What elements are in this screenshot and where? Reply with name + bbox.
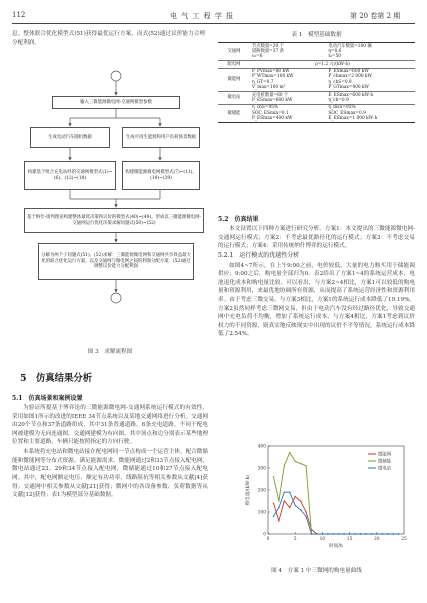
data-point	[273, 503, 274, 504]
data-point	[338, 533, 339, 534]
table1-cell: SOC_ESmin=0.1	[252, 110, 289, 116]
table1-cat: 微电站	[218, 91, 250, 104]
table1-cell: P_ESmax=400 kW	[252, 115, 293, 121]
header-rule	[12, 23, 415, 24]
y-axis-label: 购电量/(kW·h)	[246, 474, 251, 506]
section521-title: 5.2.1 运行模式的优越性分析	[218, 251, 300, 259]
data-point	[278, 500, 279, 501]
data-point	[284, 465, 285, 466]
section5-title: 5 仿真结果分析	[20, 373, 93, 384]
flowchart	[12, 66, 208, 336]
table1-caption: 表 1 模型基础数据	[291, 32, 342, 38]
section52-intro: 本文设置以下四种方案进行研究分析。方案1：本文提出的三微能源微电网-交通网运行模式；方案2：不考虑最优路径化的运行模式；方案3：不考虑交易的运行模式；方案4：采用传统纳什博弈的运行模式。	[218, 226, 415, 250]
data-point	[376, 533, 377, 534]
data-point	[392, 533, 393, 534]
data-point	[278, 507, 279, 508]
section51-title: 5.1 仿真场景和案例设置	[12, 395, 83, 402]
x-axis-label: 时间/h	[329, 544, 343, 549]
table1-row-distribution	[218, 61, 415, 68]
data-point	[360, 533, 361, 534]
x-tick-label: 5	[293, 537, 297, 542]
table1-cell: E_ESmax=600 kW·h	[328, 92, 374, 98]
data-point	[311, 533, 312, 534]
data-point	[333, 533, 334, 534]
table1-cell: V_max=100 m³	[252, 85, 286, 91]
data-point	[284, 492, 285, 493]
fig4-chart	[242, 440, 412, 558]
x-tick-label: 10	[319, 537, 326, 542]
flow-solve-box: 分解为两个子问题式(51)、(52)求解：三微能源微电网和交通网共享效益最大化的联合优化运行方案，以及交通网与微电网之间的利润分配方案：(52)通过调整议价能力分配利润	[38, 243, 194, 280]
table1-cell: P_chmax=2 000 kW	[328, 74, 372, 80]
end-node	[111, 293, 121, 303]
table1-cell: P_ESmax=600 kW	[328, 69, 369, 75]
left-intro: 息。整体联合优化模型式(51)获得最优运行方案，而式(52)通过议价能力合理分配利润。	[12, 31, 205, 46]
flow-nash-box: 基于纳什-谈判理论构建整体最优决策和议价的模型式(40)~(49)，形成以三微能源微电网-交通网运行优化决策求解问题式(50)~(52)	[24, 208, 204, 233]
table1-cell: η_ch=0.9	[328, 97, 349, 103]
series-line-2	[273, 492, 398, 534]
section52-title: 5.2 仿真结果	[218, 216, 259, 223]
table1-cat: 配电网	[218, 61, 250, 68]
data-point	[305, 516, 306, 517]
y-tick-label: 400	[257, 444, 266, 450]
table1-cell: P_GTmax=400 kW	[328, 85, 369, 91]
table1-cell: η_GT=0.7	[252, 79, 274, 85]
x-tick-label: 25	[401, 537, 407, 542]
data-point	[289, 492, 290, 493]
fig3-caption: 图 3 求解流程图	[87, 349, 133, 355]
table1-cell: η=0.6	[328, 48, 342, 54]
data-point	[354, 533, 355, 534]
fig4-caption: 图 4 方案 1 中三微网的购电量曲线	[271, 568, 362, 574]
table1-cell: 道路数量=37 条	[252, 48, 284, 54]
table1-cell: P_PVmax=80 kW	[252, 69, 290, 75]
table1-cell: P_WTmax=100 kW	[252, 74, 294, 80]
data-point	[387, 533, 388, 534]
table1-cat: 交通网	[218, 43, 250, 61]
table1-row-station	[218, 91, 415, 104]
data-point	[343, 533, 344, 534]
legend-label: 微电站	[378, 466, 392, 472]
table1-cell: 节点数量=20 个	[252, 43, 284, 49]
x-tick-label: 20	[374, 537, 380, 542]
data-point	[295, 505, 296, 506]
data-point	[382, 533, 383, 534]
data-point	[295, 496, 296, 497]
flow-transport-model-box: 构建基于组合充电站经的交通网模型式(1)~(6)、(12)~(18)	[24, 161, 116, 190]
table1-cell: η_disS=95%	[328, 105, 356, 111]
flow-microgrid-model-box: 构建微能源微电网模型式(7)~(11)、(19)~(39)	[122, 161, 200, 190]
data-point	[273, 476, 274, 477]
table1-cell: c₀=6	[252, 54, 263, 60]
x-tick-label: 15	[346, 537, 353, 542]
series-line-0	[273, 497, 398, 534]
table1-cell: E_ESmax=1 000 kW·h	[328, 115, 378, 121]
data-point	[322, 533, 323, 534]
data-point	[398, 533, 399, 534]
table1-cat: 微能网	[218, 68, 250, 91]
table1-cell: 充电桩数量=60 个	[252, 92, 289, 98]
table1-cell: P_ESmax=600 kW	[252, 97, 293, 103]
table1-cat: 微储能	[218, 104, 250, 122]
issue-label: 第 20 卷第 2 期	[350, 12, 401, 20]
data-point	[305, 465, 306, 466]
flow-renewable-box: 生成可再生能源和用户负荷场景数据	[122, 127, 200, 148]
data-point	[300, 509, 301, 510]
fig4-svg	[242, 440, 412, 558]
table1-cell: η_chS=0.9	[328, 79, 352, 85]
table1-row-transport	[218, 43, 415, 61]
section5-para-2: 本系统将充电站和微电站接在配电网同一节点构成一个运营主体，配合微储能和微能网等分布式资源。满足能源需求。微能网通过2和33节点接入配电网，微电站通过23、29和34节点接入配电网，微储能通过10和27节点接入配电网。其中，配电网额定电压、额定有功功率、线路阻抗等相关参数从文献[4]获得；交通网中相关参数从文献[21]获得；微网中的各设备参数、负荷数据等从文献[12]获得；表1为模型部分基础数据。	[12, 449, 208, 499]
series-line-1	[273, 453, 398, 534]
y-tick-label: 200	[257, 488, 266, 494]
data-point	[305, 511, 306, 512]
section52-body	[218, 225, 415, 340]
data-point	[316, 533, 317, 534]
data-point	[278, 520, 279, 521]
legend-label: 微能网	[378, 452, 392, 458]
data-point	[300, 463, 301, 464]
data-point	[289, 507, 290, 508]
data-point	[371, 533, 372, 534]
data-point	[289, 452, 290, 453]
y-tick-label: 0	[263, 532, 266, 538]
table1-row-microgrid	[218, 68, 415, 91]
y-tick-label: 300	[257, 466, 266, 472]
table1-cell: t₀=50	[328, 54, 341, 60]
data-point	[365, 533, 366, 534]
data-point	[327, 533, 328, 534]
section5-body	[12, 404, 208, 501]
table1-cell: SOC_ESmax=0.9	[328, 110, 366, 116]
data-point	[349, 533, 350, 534]
x-tick-label: 0	[266, 537, 270, 542]
start-node	[111, 71, 121, 81]
section52-para: 如图4~7所示，在上午9:00之前，电价较低，大量的电力购买用于储能调供应；9:00之后，购电量全部归为0。表2给出了方案1~4的系统运营成本、电池退化成本和购电量比较，可以看出，与方案2~4相比，方案1可以较低的购电量和资源利用，来最优地协调所有资源，从而提高了系统运营经济性和资源利用率。由于考虑三微交易，与方案3相比，方案1的系统运行成本降低了19.19%。方案2虽然同样考虑三微网交易，但由于电动汽车没有经过路径优化，导致交通网中充电负荷不均衡，增加了系统运行成本，与方案4相比，方案1考虑到议价权力的不同资源，则真实地反映现实中出现的议价不平等情况，系统运行成本降低了2.54%。	[218, 262, 415, 338]
table1-cell: ρ=1.2 元/(kW·h)	[315, 61, 350, 67]
data-point	[295, 461, 296, 462]
table1-row-storage	[218, 104, 415, 122]
legend-label: 微储能	[378, 459, 392, 465]
table1-cell: 电动汽车数量=100 辆	[328, 43, 372, 49]
data-point	[300, 500, 301, 501]
table1	[218, 42, 415, 123]
page-number: 112	[12, 11, 26, 19]
data-point	[273, 516, 274, 517]
flow-ev-box: 生成电动汽车随机数据	[30, 127, 110, 148]
data-point	[284, 500, 285, 501]
section5-para-1: 为验证所提基于博弈论的三微能源微电网-交通网系统运行模式的有效性，采用如图1所示的改进的IEEE 34节点系统以及某地交通网络进行分析。交通网由20个节点和37条道路组成，其中31条普通道路，6条充电道路。不同于配电网被建模为无向连通图，交通网建模为有向图，其中顶点和边分别表示某些地理位置和主要道路，车辆只能按照指定的方向行驶。	[12, 405, 208, 446]
journal-title: 电 气 工 程 学 报	[170, 12, 235, 20]
flow-input-box: 输入三微能源微电网-交通网模型参数	[52, 96, 180, 109]
y-tick-label: 100	[257, 510, 266, 516]
table1-cell: η_chS=95%	[252, 105, 278, 111]
